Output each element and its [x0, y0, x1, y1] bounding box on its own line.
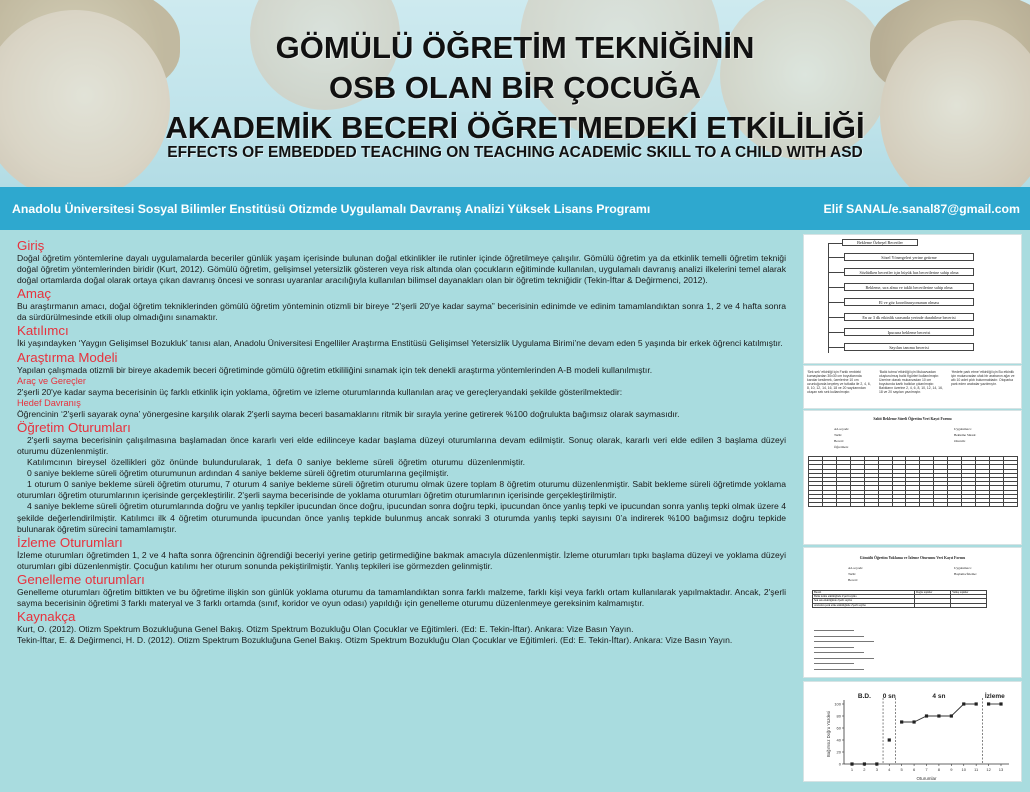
- program-name: Anadolu Üniversitesi Sosyal Bilimler Enstitüsü Otizmde Uygulamalı Davranış Analizi Yüksek Lisans Programı: [12, 202, 651, 216]
- form2-field: Beceri:: [848, 578, 858, 582]
- form2-title: Gömülü Öğretim Yoklama ve İzleme Oturumu Veri Kayıt Formu: [859, 556, 966, 560]
- form1-field: Bekleme Süresi:: [954, 433, 977, 437]
- section-text-katilimci: İki yaşındayken ‘Yaygın Gelişimsel Bozukluk’ tanısı alan, Anadolu Üniversitesi Engelliler Araştırma Enstitüsü Gelişimsel Yetersizlik Uygulama Birimi’ne devam eden 5 yaşında bir erkek öğrenci katılmıştır.: [17, 338, 783, 349]
- main-text-column: [17, 238, 786, 646]
- probe-data-form: [803, 547, 1022, 678]
- phase-label: 4 sn: [932, 693, 946, 700]
- title-english: EFFECTS OF EMBEDDED TEACHING ON TEACHING ACADEMİC SKILL TO A CHILD WITH ASD: [167, 144, 863, 161]
- form1-field: Ad-soyadı:: [834, 427, 850, 431]
- x-tick-label: 11: [974, 767, 979, 772]
- section-heading-genelleme: Genelleme oturumları: [17, 571, 145, 587]
- data-point: [900, 720, 903, 723]
- reference-1: Kurt, O. (2012). Otizm Spektrum Bozukluğuna Genel Bakış. Otizm Spektrum Bozukluğu Olan Çocuklar ve Eğitimleri. (Ed: E. Tekin-İftar). Ankara: Vize Basın Yayın.: [17, 624, 634, 635]
- section-text-giris: Doğal öğretim yöntemlerine dayalı uygulamalarda beceriler günlük yaşam içerisinde bulunan doğal etkinlikler ile rutinler içinde öğretilmeye çalışılır. Gömülü öğretim ya da etkinlik temelli öğretim tekniği doğal öğretim yöntemlerinden biridir (Kurt, 2012). Gömülü öğretim, gelişimsel yetersizlik gösteren veya risk altında olan çocukların eğitiminde kullanılan, uygulamalı davranış analizi ilkelerini temel alarak doğal ortamlarda doğal olarak ortaya çıkan davranış öncesi ve sonrası uyaranlar aracılığıyla kullanılan bilimsel dayanakları olan bir öğretim tekniğidir (Tekin-İftar & Değirmenci, 2012).: [17, 253, 786, 286]
- section-heading-izleme: İzleme Oturumları: [17, 534, 123, 550]
- data-point: [875, 762, 878, 765]
- section-heading-amac: Amaç: [17, 286, 51, 302]
- phase-label: B.D.: [857, 693, 871, 700]
- x-tick-label: 6: [912, 767, 916, 772]
- flow-root: Bekleme Özbeşel Beceriler: [842, 239, 918, 246]
- data-point: [912, 720, 915, 723]
- data-point: [863, 762, 866, 765]
- x-tick-label: 3: [875, 767, 878, 772]
- section-text-amac: Bu araştırmanın amacı, doğal öğretim tekniklerinden gömülü öğretim yönteminin otizmli bir bireye “2'şerli 20'ye kadar sayma” becerisinin edinimde ve edinim tamamlandıktan sonra 1, 2 ve 4 hafta sonra da sürdürülmesinde etkili olup olmadığını sınamaktır.: [17, 301, 786, 323]
- section-heading-arastirma: Araştırma Modeli: [17, 349, 118, 365]
- phase-label: İzleme: [984, 693, 1005, 700]
- flow-step: Sözlüdken beceriler için büyük has becerilerine sahip olma: [844, 268, 974, 276]
- section-heading-katilimci: Katılımcı: [17, 323, 69, 339]
- subtext-hedef: Öğrencinin ‘2'şerli sayarak oyna’ yönergesine karşılık olarak 2'şerli sayma beceri basamaklarını ritmik bir sırayla yerine getirerek %100 doğrulukta bağımsız olarak saymasıdır.: [17, 408, 680, 419]
- section-heading-giris: Giriş: [17, 238, 45, 253]
- data-point: [925, 714, 928, 717]
- form1-field: Uygulamacı:: [954, 427, 972, 431]
- form2-field: Uygulamacı:: [954, 566, 972, 570]
- x-tick-label: 1: [850, 767, 854, 772]
- section-heading-ogretim: Öğretim Oturumları: [17, 419, 131, 435]
- author-contact: Elif SANAL/e.sanal87@gmail.com: [823, 202, 1020, 216]
- flow-step: Bekleme, sıra alma ve taklit becerilerine sahip olma: [844, 283, 974, 291]
- section-text-arastirma: Yapılan çalışmada otizmli bir bireye akademik beceri öğretiminde gömülü öğretim etkililiğini sınamak için tek denekli araştırma yöntemlerinden A-B modeli kullanılmıştır.: [17, 364, 653, 375]
- y-axis-label: Bağımsız Doğru Yüzdesi: [826, 710, 831, 758]
- flow-step: En az 3 dk etkinlik sırasında yerinde durabilme becerisi: [844, 313, 974, 321]
- form1-field: Tarih:: [834, 433, 843, 437]
- x-tick-label: 13: [998, 767, 1004, 772]
- x-tick-label: 10: [961, 767, 966, 772]
- affiliation-bar: [0, 187, 1030, 230]
- data-point: [962, 702, 965, 705]
- y-tick-label: 60: [836, 725, 841, 731]
- x-tick-label: 4: [888, 767, 891, 772]
- x-tick-label: 8: [937, 767, 941, 772]
- section-text-ogretim-2: Katılımcının bireysel özellikleri göz önünde bulundurularak, 1 defa 0 saniye bekleme süreli öğretim oturumu düzenlenmiştir.: [27, 457, 525, 468]
- subheading-hedef: Hedef Davranış: [17, 397, 81, 408]
- y-tick-label: 80: [836, 713, 841, 719]
- data-point: [975, 702, 978, 705]
- prerequisite-skills-flowchart: [803, 234, 1022, 364]
- x-tick-label: 2: [863, 767, 866, 772]
- phase-label: 0 sn: [882, 693, 896, 700]
- materials-col-1: ‘Sek sek’ etkinliği için Farklı renkteki kumaşlardan 30x30 cm boyutlarında karolar kesilerek, üzerlerine 10 cm uzunluğunda keçeleş ve tutkalla ile 2, 4, 6, 8, 10, 12, 14, 16, 18 ve 20 sayılarından oluşan sek sek kullanılmıştır.: [807, 370, 871, 394]
- materials-figure: [803, 365, 1022, 409]
- data-point: [987, 702, 990, 705]
- form1-title: Sabit Bekleme Süreli Öğretim Veri Kayıt Formu: [873, 417, 952, 421]
- data-point: [937, 714, 940, 717]
- results-line-chart: [804, 682, 1022, 782]
- materials-col-3: ‘Hedefe park etme’ etkinliği için Bu etkinlik için mukavvadan ufak bir arabanın ağzı ve altı 10 adet çıktı bulunmaktadır. Otoparka park eden arabalar yazılmıştır.: [951, 370, 1015, 386]
- x-tick-label: 9: [950, 767, 953, 772]
- x-tick-label: 12: [986, 767, 991, 772]
- series-line: [902, 704, 977, 722]
- x-tick-label: 7: [925, 767, 928, 772]
- section-heading-kaynakca: Kaynakça: [17, 609, 76, 625]
- y-tick-label: 20: [836, 749, 841, 755]
- reference-2: Tekin-İftar, E. & Değirmenci, H. D. (2012). Otizm Spektrum Bozukluğuna Genel Bakış. Otizm Spektrum Bozukluğu Olan Çocuklar ve Eğitimleri. (Ed: E. Tekin-İftar). Ankara: Vize Basın Yayın.: [17, 635, 733, 646]
- title-line-2: OSB OLAN BİR ÇOCUĞA: [329, 70, 701, 105]
- y-tick-label: 0: [838, 761, 841, 767]
- y-tick-label: 100: [834, 701, 841, 707]
- section-text-genelleme: Genelleme oturumları öğretim bittikten ve bu öğretime ilişkin son günlük yoklama oturumu da tamamlandıktan sonra farklı malzeme, farklı kişi veya farklı ortam kullanılarak yapılmaktadır. Ancak, 2'şerli sayma becerisinin öğretimi 3 farklı materyal ve 3 farklı ortamda (sınıf, koridor ve oyun odası) yapıldığı için genelleme oturumu düzenlenmeye gereksinim kalmamıştır.: [17, 586, 786, 608]
- title-line-1: GÖMÜLÜ ÖĞRETİM TEKNİĞİNİN: [275, 30, 755, 65]
- form1-field: Öğretmen:: [834, 445, 849, 449]
- y-tick-label: 40: [836, 737, 841, 743]
- section-text-ogretim-3: 0 saniye bekleme süreli öğretim oturumunun ardından 4 saniye bekleme süreli öğretim oturumlarına geçilmiştir.: [27, 468, 449, 479]
- title-line-3: AKADEMİK BECERİ ÖĞRETMEDEKİ ETKİLİLİĞİ: [165, 110, 865, 145]
- section-text-ogretim-1: 2'şerli sayma becerisinin çalışılmasına başlamadan önce kararlı veri elde edilinceye kadar başlama düzeyi oturumlarına devam edilmiştir. Sonuç olarak, kararlı veri elde edilen 3 başlama düzeyi oturumu düzenlenmiştir.: [17, 434, 786, 456]
- form2-grid: Beceri Doğru tepkiler Yanlış tepkiler Balık tutma etkinliğinde 2'şerli sayma Sek sek etkinliğinde 2'şerli sayma Arabaları park etme etkinliğinde 2'şerli sayma: [812, 590, 987, 608]
- teaching-data-form: [803, 410, 1022, 545]
- section-text-izleme: İzleme oturumları öğretimden 1, 2 ve 4 hafta sonra öğrencinin öğrendiği beceriyi yerine getirip getirmediğine bakmak amacıyla düzenlenmiştir. İzleme oturumları tıpkı başlama düzeyi ve yoklama düzeyi oturumları gibi düzenlenmiştir. Çocuğun katılımı her oturum sonunda pekiştirilmiştir. Yanlış tepkileri ise görmezden gelinmiştir.: [17, 549, 786, 571]
- section-text-ogretim-5: 4 saniye bekleme süreli öğretim oturumlarında doğru ve yanlış tepkiler ipucundan önce doğru, ipucundan sonra doğru tepki, ipucundan önce yanlış tepki ve ipucundan sonra yanlış tepki olmak üzere 4 şekilde değerlendirilmiştir. Katılımcı ilk 4 öğretim oturumunda ipucundan önce yanlış tepkide bulunmuş ancak sonraki 3 oturumda yanlış tepki sayısını 0’a indirerek %100 bağımsız doğru tepkide bulunarak öğretim sürecini tamamlamıştır.: [17, 501, 786, 534]
- x-axis-label: Oturumlar: [916, 776, 937, 781]
- form1-grid: [808, 456, 1018, 507]
- data-point: [999, 702, 1002, 705]
- header-banner: [0, 0, 1030, 187]
- form2-field: Tarih:: [848, 572, 857, 576]
- data-point: [888, 738, 891, 741]
- results-graph: [803, 681, 1022, 782]
- flow-step: Sözel Yönergeleri yerine getirme: [844, 253, 974, 261]
- flow-step: Ipucuna bekleme becerisi: [844, 328, 974, 336]
- form1-field: Beceri:: [834, 439, 844, 443]
- data-point: [850, 762, 853, 765]
- section-text-ogretim-4: 1 oturum 0 saniye bekleme süreli öğretim oturumu, 7 oturum 4 saniye bekleme süreli öğretim oturumu olmak üzere toplam 8 öğretim oturumu düzenlenmiştir. Sabit bekleme süreli öğretimde yoklama oturumları öğretim oturumlarının içerisinde gerçekleştirilir. 2'şerli sayma becerisinde de yoklama oturumları öğretim oturumlarının içerisinde gerçekleştirilmiştir.: [17, 479, 786, 501]
- data-point: [950, 714, 953, 717]
- form2-field: Başlama/İzleme:: [954, 572, 977, 576]
- x-tick-label: 5: [900, 767, 903, 772]
- flow-step: El ve göz koordinasyonunun olması: [844, 298, 974, 306]
- form1-field: Oturum:: [954, 439, 966, 443]
- subtext-arac: 2'şerli 20'ye kadar sayma becerisinin üç farklı etkinlik için yoklama, öğretim ve izleme oturumlarında kullanılan araç ve gereçleryandaki şekilde gösterilmektedir:: [17, 386, 623, 397]
- subheading-arac: Araç ve Gereçler: [17, 375, 86, 386]
- flow-step: Sayıları tanıma becerisi: [844, 343, 974, 351]
- form2-field: Ad-soyadı:: [848, 566, 864, 570]
- materials-col-2: ‘Balık tutma’ etkinliği için Mukavvadan oluşturulmuş balık figürleri kullanılmıştır. Üzerine olarak mukavvadan 10 cm boyutunda kartlı balıklar çıkarılmıştır. Balıkların üzerine 2, 4, 6, 8, 10, 12, 14, 16, 18 ve 20 sayıları yazılmıştır.: [879, 370, 943, 394]
